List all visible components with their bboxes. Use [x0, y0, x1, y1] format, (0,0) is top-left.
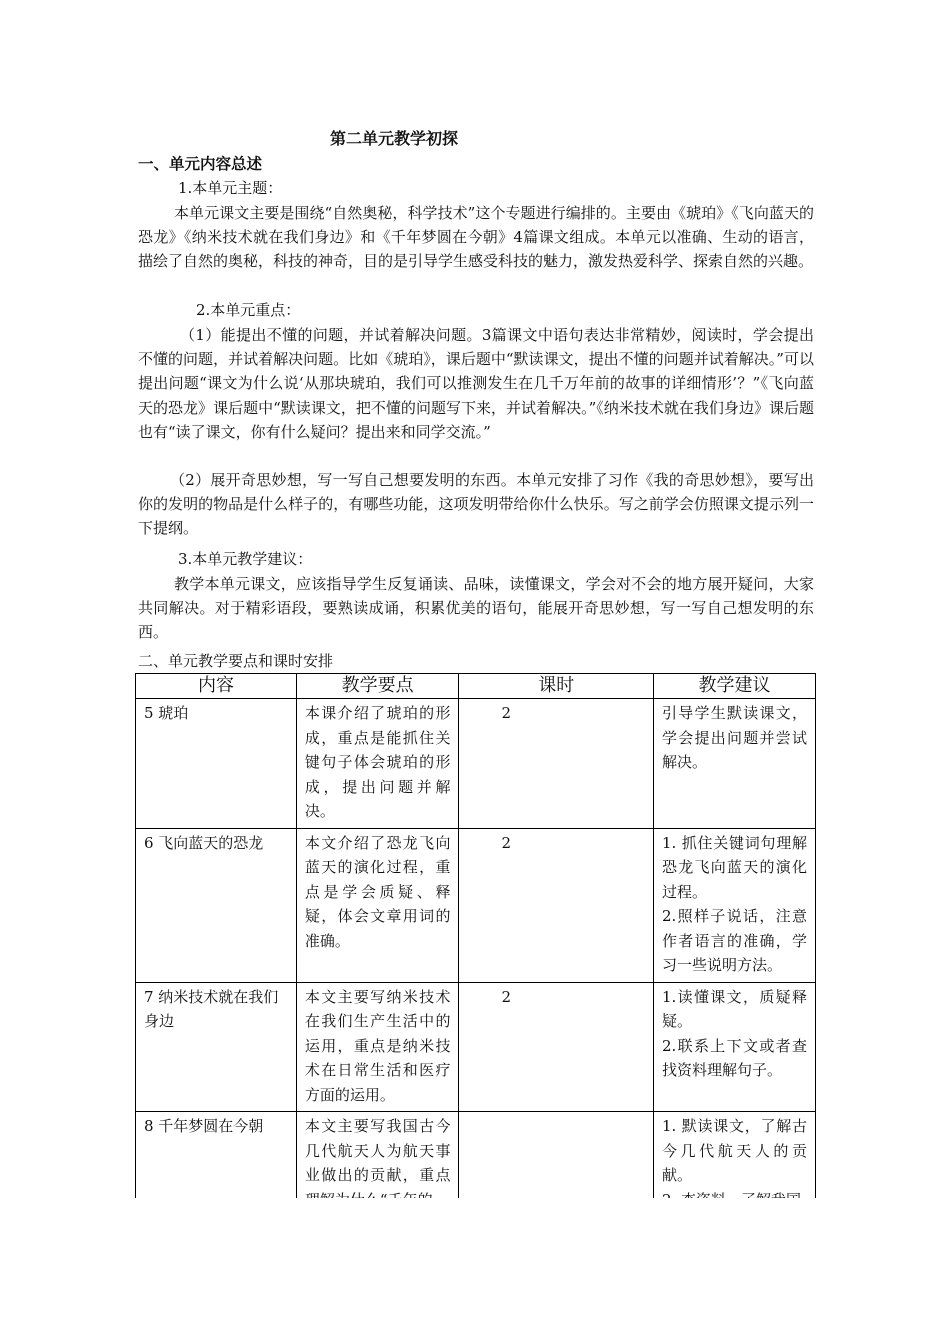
advice-line: 2.照样子说话，注意作者语言的准确，学习一些说明方法。 — [661, 907, 807, 974]
column-header-points: 教学要点 — [296, 674, 459, 699]
advice-line: 1. 默读课文，了解古今几代航天人的贡献。 — [661, 1117, 807, 1184]
item1-label: 1.本单元主题： — [178, 179, 283, 197]
lesson-plan-table — [135, 673, 816, 1217]
item2-paragraph-1: （1）能提出不懂的问题，并试着解决问题。3篇课文中语句表达非常精妙，阅读时，学会提出不懂的问题，并试着解决问题。比如《琥珀》，课后题中“默读课文，提出不懂的问题并试着解决。”可以提出问题“课文为什么说‘从那块琥珀，我们可以推测发生在几千万年前的故事的详细情形’？”《飞向蓝天的恐龙》课后题中“默读课文，把不懂的问题写下来，并试着解决。”《纳米技术就在我们身边》课后题也有“读了课文，你有什么疑问？提出来和同学交流。” — [138, 326, 814, 441]
page-bottom-margin — [0, 1198, 950, 1344]
column-header-advice: 教学建议 — [653, 674, 815, 699]
column-header-hours: 课时 — [459, 674, 654, 699]
cell-advice — [653, 982, 815, 1112]
column-header-content: 内容 — [136, 674, 297, 699]
cell-content: 6 飞向蓝天的恐龙 — [136, 828, 297, 982]
item1-paragraph: 本单元课文主要是围绕“自然奥秘，科学技术”这个专题进行编排的。主要由《琥珀》《飞向蓝天的恐龙》《纳米技术就在我们身边》和《千年梦圆在今朝》4篇课文组成。本单元以准确、生动的语言，描绘了自然的奥秘，科技的神奇，目的是引导学生感受科技的魅力，激发热爱科学、探索自然的兴趣。 — [138, 204, 814, 271]
section-heading-overview: 一、单元内容总述 — [138, 155, 263, 173]
advice-line: 1.读懂课文，质疑释疑。 — [661, 987, 807, 1030]
table-header-row — [136, 674, 816, 699]
item2-paragraph-2: （2）展开奇思妙想，写一写自己想要发明的东西。本单元安排了习作《我的奇思妙想》，要写出你的发明的物品是什么样子的，有哪些功能，这项发明带给你什么快乐。写之前学会仿照课文提示列一下提纲。 — [138, 471, 814, 538]
cell-points: 本文介绍了恐龙飞向蓝天的演化过程，重点是学会质疑、释疑，体会文章用词的准确。 — [296, 828, 459, 982]
table-row — [136, 699, 816, 829]
section-heading-plan: 二、单元教学要点和课时安排 — [138, 652, 334, 670]
cell-content: 7 纳米技术就在我们身边 — [136, 982, 297, 1112]
cell-advice — [653, 828, 815, 982]
cell-content: 5 琥珀 — [136, 699, 297, 829]
document-title: 第二单元教学初探 — [330, 129, 459, 148]
cell-hours: 2 — [459, 828, 654, 982]
cell-points: 本课介绍了琥珀的形成，重点是能抓住关键句子体会琥珀的形成，提出问题并解决。 — [296, 699, 459, 829]
cell-content: 8 千年梦圆在今朝 — [136, 1112, 297, 1217]
table-row — [136, 828, 816, 982]
advice-line: 1. 抓住关键词句理解恐龙飞向蓝天的演化过程。 — [661, 833, 807, 901]
cell-points: 本文主要写纳米技术在我们生产生活中的运用，重点是纳米技术在日常生活和医疗方面的运用。 — [296, 982, 459, 1112]
table-row — [136, 982, 816, 1112]
item2-label: 2.本单元重点： — [196, 301, 301, 319]
cell-points: 本文主要写我国古今几代航天人为航天事业做出的贡献，重点 — [296, 1112, 459, 1217]
advice-line: 引导学生默读课文，学会提出问题并尝试解决。 — [661, 704, 807, 771]
item3-paragraph: 教学本单元课文，应该指导学生反复诵读、品味，读懂课文，学会对不会的地方展开疑问，大家共同解决。对于精彩语段，要熟读成诵，积累优美的语句，能展开奇思妙想，写一写自己想发明的东西。 — [138, 575, 814, 642]
cell-hours: 2 — [459, 982, 654, 1112]
item3-label: 3.本单元教学建议： — [178, 550, 313, 568]
cell-advice — [653, 699, 815, 829]
advice-line: 2.联系上下文或者查找资料理解句子。 — [661, 1036, 807, 1079]
cell-hours: 2 — [459, 699, 654, 829]
